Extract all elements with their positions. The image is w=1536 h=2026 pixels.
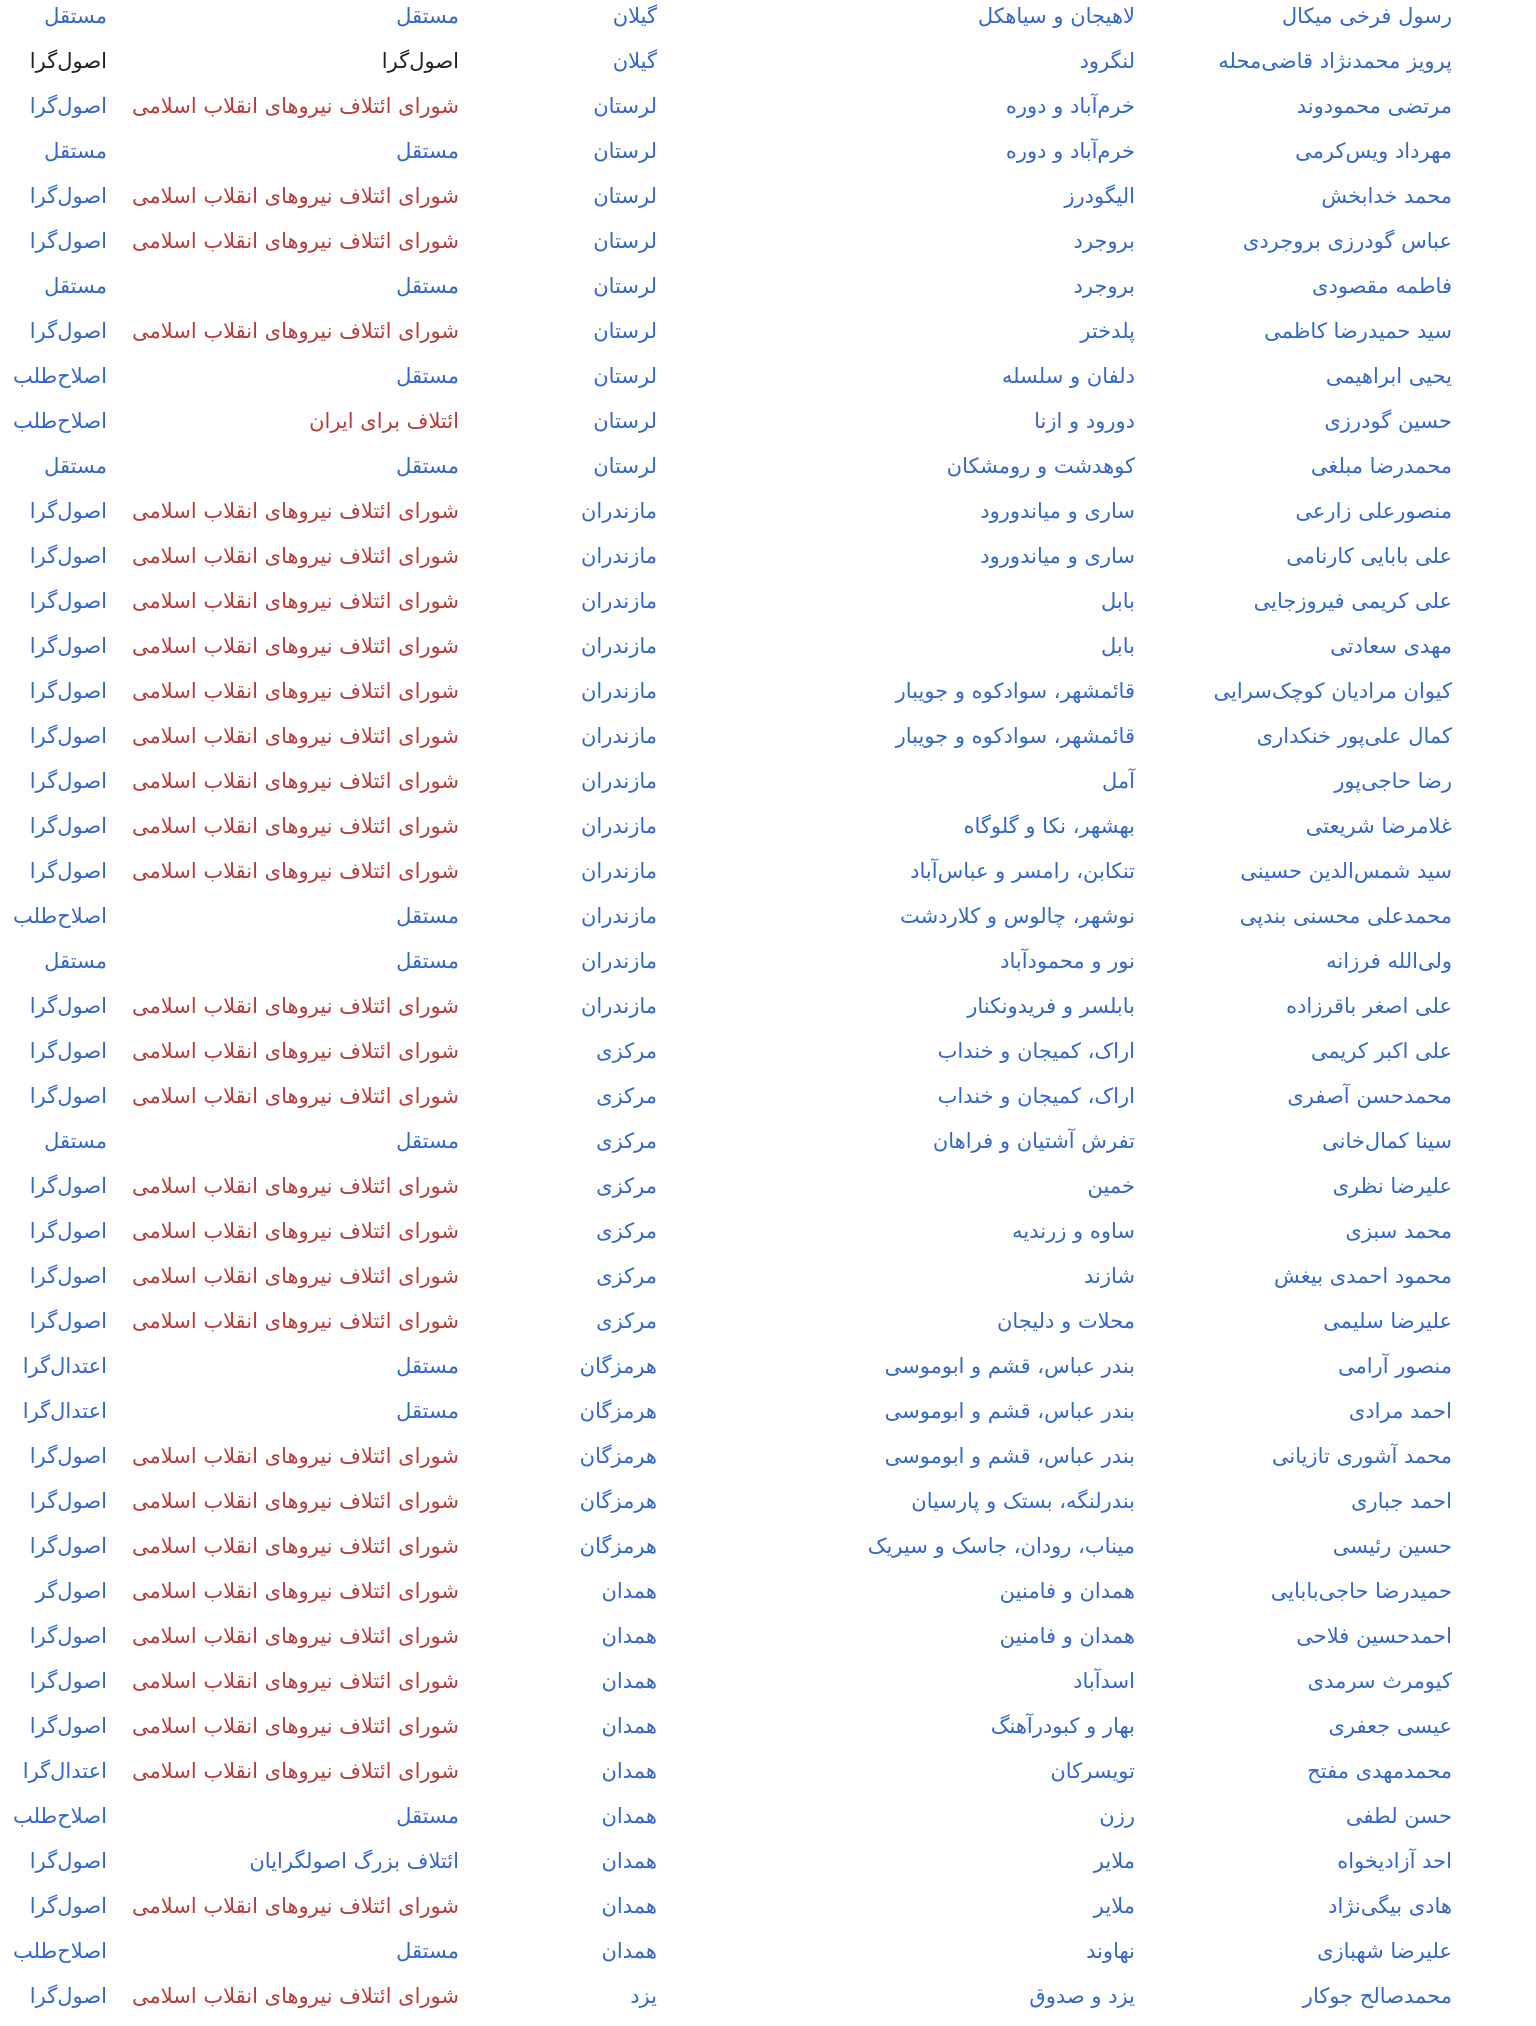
member-name-link[interactable]: حسین گودرزی bbox=[1324, 409, 1452, 433]
table-row bbox=[0, 856, 1536, 901]
province-link[interactable]: هرمزگان bbox=[579, 1489, 657, 1513]
district-link[interactable]: دورود و ازنا bbox=[1034, 409, 1135, 433]
faction-link[interactable]: اصول‌گرا bbox=[29, 499, 107, 523]
electoral-list[interactable]: مستقل bbox=[396, 4, 459, 28]
district-link[interactable]: نهاوند bbox=[1086, 1939, 1135, 1963]
electoral-list[interactable]: شورای ائتلاف نیروهای انقلاب اسلامی bbox=[131, 184, 459, 208]
electoral-list[interactable]: مستقل bbox=[396, 454, 459, 478]
district-link[interactable]: خمین bbox=[1087, 1174, 1135, 1198]
table-row bbox=[0, 496, 1536, 541]
table-row bbox=[0, 46, 1536, 91]
faction-link[interactable]: اصول‌گرا bbox=[29, 1489, 107, 1513]
member-name-link[interactable]: محمد خدابخش bbox=[1321, 184, 1452, 208]
district-link[interactable]: بهشهر، نکا و گلوگاه bbox=[963, 814, 1135, 838]
electoral-list[interactable]: شورای ائتلاف نیروهای انقلاب اسلامی bbox=[131, 1714, 459, 1738]
faction-link[interactable]: اصول‌گرا bbox=[29, 1309, 107, 1333]
district-link[interactable]: اسدآباد bbox=[1073, 1669, 1135, 1693]
faction-link[interactable]: اصول‌گرا bbox=[29, 184, 107, 208]
member-name-link[interactable]: محمد سبزی bbox=[1345, 1219, 1452, 1243]
province-link[interactable]: لرستان bbox=[593, 229, 657, 253]
faction-link[interactable]: اصول‌گرا bbox=[29, 1849, 107, 1873]
province-link[interactable]: همدان bbox=[601, 1894, 657, 1918]
district-link[interactable]: بابلسر و فریدونکنار bbox=[967, 994, 1135, 1018]
faction-link[interactable]: اصول‌گرا bbox=[29, 814, 107, 838]
district-link[interactable]: تنکابن، رامسر و عباس‌آباد bbox=[910, 859, 1135, 883]
table-row bbox=[0, 766, 1536, 811]
electoral-list[interactable]: مستقل bbox=[396, 1399, 459, 1423]
district-link[interactable]: بندر عباس، قشم و ابوموسی bbox=[884, 1444, 1135, 1468]
table-row bbox=[0, 676, 1536, 721]
faction-link[interactable]: اصول‌گرا bbox=[29, 1894, 107, 1918]
electoral-list[interactable]: شورای ائتلاف نیروهای انقلاب اسلامی bbox=[131, 1219, 459, 1243]
district-link[interactable]: آمل bbox=[1102, 769, 1135, 793]
province-link[interactable]: مازندران bbox=[580, 859, 657, 883]
electoral-list: اصول‌گرا bbox=[381, 49, 459, 73]
table-row bbox=[0, 1711, 1536, 1756]
table-row bbox=[0, 1891, 1536, 1936]
member-name-link[interactable]: علیرضا شهبازی bbox=[1317, 1939, 1452, 1963]
province-link[interactable]: همدان bbox=[601, 1939, 657, 1963]
member-name-link[interactable]: مرتضی محمودوند bbox=[1296, 94, 1452, 118]
faction-link[interactable]: مستقل bbox=[44, 454, 107, 478]
electoral-list[interactable]: شورای ائتلاف نیروهای انقلاب اسلامی bbox=[131, 589, 459, 613]
member-name-link[interactable]: سید شمس‌الدین حسینی bbox=[1240, 859, 1452, 883]
province-link[interactable]: مرکزی bbox=[596, 1219, 657, 1243]
faction-link[interactable]: اصلاح‌طلب bbox=[12, 409, 107, 433]
district-link[interactable]: رزن bbox=[1099, 1804, 1135, 1828]
province-link[interactable]: مازندران bbox=[580, 994, 657, 1018]
table-row bbox=[0, 1171, 1536, 1216]
province-link[interactable]: مرکزی bbox=[596, 1084, 657, 1108]
member-name-link[interactable]: کمال علی‌پور خنکداری bbox=[1256, 724, 1452, 748]
province-link[interactable]: گیلان bbox=[612, 49, 657, 73]
electoral-list[interactable]: مستقل bbox=[396, 364, 459, 388]
faction-link[interactable]: اصلاح‌طلب bbox=[12, 364, 107, 388]
district-link[interactable]: خرم‌آباد و دوره bbox=[1005, 139, 1135, 163]
district-link[interactable]: بابل bbox=[1101, 589, 1135, 613]
member-name-link[interactable]: ولی‌الله فرزانه bbox=[1326, 949, 1452, 973]
member-name-link[interactable]: محمد آشوری تازیانی bbox=[1271, 1444, 1452, 1468]
province-link[interactable]: گیلان bbox=[612, 4, 657, 28]
district-link[interactable]: خرم‌آباد و دوره bbox=[1005, 94, 1135, 118]
member-name-link[interactable]: سینا کمال‌خانی bbox=[1322, 1129, 1452, 1153]
table-row bbox=[0, 1846, 1536, 1891]
member-name-link[interactable]: محمدحسن آصفری bbox=[1287, 1084, 1452, 1108]
province-link[interactable]: مازندران bbox=[580, 814, 657, 838]
faction-link[interactable]: مستقل bbox=[44, 1129, 107, 1153]
electoral-list[interactable]: شورای ائتلاف نیروهای انقلاب اسلامی bbox=[131, 1084, 459, 1108]
province-link[interactable]: همدان bbox=[601, 1759, 657, 1783]
table-row bbox=[0, 1531, 1536, 1576]
electoral-list[interactable]: شورای ائتلاف نیروهای انقلاب اسلامی bbox=[131, 1174, 459, 1198]
faction-link: اصول‌گرا bbox=[29, 49, 107, 73]
electoral-list[interactable]: شورای ائتلاف نیروهای انقلاب اسلامی bbox=[131, 544, 459, 568]
table-row bbox=[0, 1801, 1536, 1846]
member-name-link[interactable]: محمدمهدی مفتح bbox=[1307, 1759, 1452, 1783]
table-row bbox=[0, 1756, 1536, 1801]
member-name-link[interactable]: مهدی سعادتی bbox=[1330, 634, 1452, 658]
faction-link[interactable]: اصول‌گرا bbox=[29, 1174, 107, 1198]
faction-link[interactable]: اصول‌گرا bbox=[29, 1219, 107, 1243]
electoral-list[interactable]: مستقل bbox=[396, 949, 459, 973]
electoral-list[interactable]: شورای ائتلاف نیروهای انقلاب اسلامی bbox=[131, 1534, 459, 1558]
faction-link[interactable]: اصلاح‌طلب bbox=[12, 904, 107, 928]
district-link[interactable]: لنگرود bbox=[1079, 49, 1135, 73]
faction-link[interactable]: اصول‌گر bbox=[35, 1579, 107, 1603]
member-name-link[interactable]: منصورعلی زارعی bbox=[1295, 499, 1452, 523]
member-name-link[interactable]: محمود احمدی بیغش bbox=[1274, 1264, 1452, 1288]
province-link[interactable]: مرکزی bbox=[596, 1309, 657, 1333]
province-link[interactable]: همدان bbox=[601, 1624, 657, 1648]
electoral-list[interactable]: شورای ائتلاف نیروهای انقلاب اسلامی bbox=[131, 229, 459, 253]
table-row bbox=[0, 91, 1536, 136]
table-row bbox=[0, 901, 1536, 946]
member-name-link[interactable]: کیومرث سرمدی bbox=[1307, 1669, 1452, 1693]
electoral-list[interactable]: شورای ائتلاف نیروهای انقلاب اسلامی bbox=[131, 1309, 459, 1333]
table-row bbox=[0, 541, 1536, 586]
member-name-link[interactable]: کیوان مرادیان کوچک‌سرایی bbox=[1213, 679, 1452, 703]
electoral-list[interactable]: شورای ائتلاف نیروهای انقلاب اسلامی bbox=[131, 1894, 459, 1918]
electoral-list[interactable]: شورای ائتلاف نیروهای انقلاب اسلامی bbox=[131, 319, 459, 343]
electoral-list[interactable]: شورای ائتلاف نیروهای انقلاب اسلامی bbox=[131, 1669, 459, 1693]
table-row bbox=[0, 271, 1536, 316]
electoral-list[interactable]: شورای ائتلاف نیروهای انقلاب اسلامی bbox=[131, 679, 459, 703]
member-name-link[interactable]: هادی بیگی‌نژاد bbox=[1328, 1894, 1452, 1918]
electoral-list[interactable]: شورای ائتلاف نیروهای انقلاب اسلامی bbox=[131, 859, 459, 883]
province-link[interactable]: مازندران bbox=[580, 634, 657, 658]
district-link[interactable]: قائمشهر، سوادکوه و جویبار bbox=[895, 679, 1135, 703]
electoral-list[interactable]: شورای ائتلاف نیروهای انقلاب اسلامی bbox=[131, 499, 459, 523]
faction-link[interactable]: اعتدال‌گرا bbox=[22, 1759, 107, 1783]
district-link[interactable]: ساری و میاندورود bbox=[980, 544, 1135, 568]
electoral-list[interactable]: شورای ائتلاف نیروهای انقلاب اسلامی bbox=[131, 724, 459, 748]
district-link[interactable]: بندرلنگه، بستک و پارسیان bbox=[911, 1489, 1135, 1513]
table-row bbox=[0, 631, 1536, 676]
district-link[interactable]: الیگودرز bbox=[1064, 184, 1135, 208]
electoral-list[interactable]: مستقل bbox=[396, 904, 459, 928]
member-name-link[interactable]: علیرضا سلیمی bbox=[1323, 1309, 1452, 1333]
table-row bbox=[0, 1936, 1536, 1981]
electoral-list[interactable]: شورای ائتلاف نیروهای انقلاب اسلامی bbox=[131, 1579, 459, 1603]
province-link[interactable]: مازندران bbox=[580, 544, 657, 568]
province-link[interactable]: مازندران bbox=[580, 769, 657, 793]
district-link[interactable]: بهار و کبودرآهنگ bbox=[990, 1714, 1135, 1738]
member-name-link[interactable]: احد آزادیخواه bbox=[1337, 1849, 1452, 1873]
province-link[interactable]: لرستان bbox=[593, 94, 657, 118]
electoral-list[interactable]: ائتلاف بزرگ اصولگرایان bbox=[249, 1849, 459, 1873]
table-row bbox=[0, 1621, 1536, 1666]
table-row bbox=[0, 1486, 1536, 1531]
table-row bbox=[0, 136, 1536, 181]
faction-link[interactable]: اصول‌گرا bbox=[29, 634, 107, 658]
province-link[interactable]: همدان bbox=[601, 1849, 657, 1873]
province-link[interactable]: لرستان bbox=[593, 319, 657, 343]
district-link[interactable]: شازند bbox=[1083, 1264, 1135, 1288]
table-row bbox=[0, 1351, 1536, 1396]
table-row bbox=[0, 1306, 1536, 1351]
electoral-list[interactable]: شورای ائتلاف نیروهای انقلاب اسلامی bbox=[131, 94, 459, 118]
province-link[interactable]: مازندران bbox=[580, 499, 657, 523]
electoral-list[interactable]: شورای ائتلاف نیروهای انقلاب اسلامی bbox=[131, 1624, 459, 1648]
province-link[interactable]: مازندران bbox=[580, 904, 657, 928]
table-row bbox=[0, 1, 1536, 46]
member-name-link[interactable]: علیرضا نظری bbox=[1332, 1174, 1452, 1198]
district-link[interactable]: ساوه و زرندیه bbox=[1012, 1219, 1135, 1243]
province-link[interactable]: مرکزی bbox=[596, 1039, 657, 1063]
electoral-list[interactable]: مستقل bbox=[396, 274, 459, 298]
faction-link[interactable]: اصول‌گرا bbox=[29, 229, 107, 253]
province-link[interactable]: هرمزگان bbox=[579, 1444, 657, 1468]
member-name-link[interactable]: مهرداد ویس‌کرمی bbox=[1295, 139, 1452, 163]
province-link[interactable]: مرکزی bbox=[596, 1129, 657, 1153]
province-link[interactable]: لرستان bbox=[593, 139, 657, 163]
table-row bbox=[0, 1441, 1536, 1486]
district-link[interactable]: بندر عباس، قشم و ابوموسی bbox=[884, 1354, 1135, 1378]
faction-link[interactable]: اصول‌گرا bbox=[29, 1084, 107, 1108]
district-link[interactable]: محلات و دلیجان bbox=[996, 1309, 1135, 1333]
table-row bbox=[0, 1261, 1536, 1306]
member-name-link[interactable]: یحیی ابراهیمی bbox=[1325, 364, 1452, 388]
electoral-list[interactable]: شورای ائتلاف نیروهای انقلاب اسلامی bbox=[131, 1039, 459, 1063]
table-row bbox=[0, 316, 1536, 361]
faction-link[interactable]: اصلاح‌طلب bbox=[12, 1939, 107, 1963]
member-name-link[interactable]: محمدرضا مبلغی bbox=[1310, 454, 1452, 478]
table-row bbox=[0, 1981, 1536, 2026]
member-name-link[interactable]: احمدحسین فلاحی bbox=[1296, 1624, 1452, 1648]
electoral-list[interactable]: شورای ائتلاف نیروهای انقلاب اسلامی bbox=[131, 1489, 459, 1513]
electoral-list[interactable]: شورای ائتلاف نیروهای انقلاب اسلامی bbox=[131, 814, 459, 838]
electoral-list[interactable]: شورای ائتلاف نیروهای انقلاب اسلامی bbox=[131, 1264, 459, 1288]
faction-link[interactable]: اصول‌گرا bbox=[29, 1039, 107, 1063]
faction-link[interactable]: اصول‌گرا bbox=[29, 1669, 107, 1693]
table-row bbox=[0, 181, 1536, 226]
member-name-link[interactable]: حمیدرضا حاجی‌بابایی bbox=[1270, 1579, 1452, 1603]
faction-link[interactable]: اصول‌گرا bbox=[29, 544, 107, 568]
member-name-link[interactable]: محمدصالح جوکار bbox=[1302, 1984, 1452, 2008]
table-row bbox=[0, 946, 1536, 991]
table-row bbox=[0, 1396, 1536, 1441]
member-name-link[interactable]: احمد جباری bbox=[1351, 1489, 1452, 1513]
faction-link[interactable]: اصول‌گرا bbox=[29, 1624, 107, 1648]
province-link[interactable]: مازندران bbox=[580, 589, 657, 613]
electoral-list[interactable]: ائتلاف برای ایران bbox=[309, 409, 459, 433]
table-row bbox=[0, 1216, 1536, 1261]
faction-link[interactable]: اصول‌گرا bbox=[29, 319, 107, 343]
district-link[interactable]: بندر عباس، قشم و ابوموسی bbox=[884, 1399, 1135, 1423]
table-row bbox=[0, 406, 1536, 451]
member-name-link[interactable]: سید حمیدرضا کاظمی bbox=[1264, 319, 1452, 343]
member-name-link[interactable]: رسول فرخی میکال bbox=[1281, 4, 1452, 28]
faction-link[interactable]: اصول‌گرا bbox=[29, 94, 107, 118]
member-name-link[interactable]: محمدعلی محسنی بندپی bbox=[1239, 904, 1452, 928]
district-link[interactable]: میناب، رودان، جاسک و سیریک bbox=[867, 1534, 1135, 1558]
table-row bbox=[0, 226, 1536, 271]
district-link[interactable]: لاهیجان و سیاهکل bbox=[977, 4, 1135, 28]
electoral-list[interactable]: مستقل bbox=[396, 139, 459, 163]
member-name-link[interactable]: رضا حاجی‌پور bbox=[1334, 769, 1452, 793]
district-link[interactable]: بابل bbox=[1101, 634, 1135, 658]
member-name-link[interactable]: علی بابایی کارنامی bbox=[1286, 544, 1452, 568]
province-link[interactable]: مرکزی bbox=[596, 1174, 657, 1198]
province-link[interactable]: هرمزگان bbox=[579, 1534, 657, 1558]
district-link[interactable]: بروجرد bbox=[1073, 229, 1135, 253]
province-link[interactable]: همدان bbox=[601, 1804, 657, 1828]
faction-link[interactable]: اصول‌گرا bbox=[29, 724, 107, 748]
faction-link[interactable]: مستقل bbox=[44, 4, 107, 28]
district-link[interactable]: همدان و فامنین bbox=[999, 1579, 1135, 1603]
table-row bbox=[0, 811, 1536, 856]
district-link[interactable]: دلفان و سلسله bbox=[1001, 364, 1135, 388]
table-row bbox=[0, 1036, 1536, 1081]
member-name-link[interactable]: عیسی جعفری bbox=[1328, 1714, 1452, 1738]
member-name-link[interactable]: علی اکبر کریمی bbox=[1310, 1039, 1452, 1063]
district-link[interactable]: یزد و صدوق bbox=[1029, 1984, 1135, 2008]
faction-link[interactable]: اصول‌گرا bbox=[29, 1984, 107, 2008]
member-name-link[interactable]: عباس گودرزی بروجردی bbox=[1242, 229, 1452, 253]
district-link[interactable]: تویسرکان bbox=[1050, 1759, 1135, 1783]
member-name-link[interactable]: منصور آرامی bbox=[1337, 1354, 1452, 1378]
province-link[interactable]: مازندران bbox=[580, 679, 657, 703]
district-link[interactable]: کوهدشت و رومشکان bbox=[946, 454, 1135, 478]
table-row bbox=[0, 721, 1536, 766]
electoral-list[interactable]: شورای ائتلاف نیروهای انقلاب اسلامی bbox=[131, 1759, 459, 1783]
faction-link[interactable]: اصول‌گرا bbox=[29, 769, 107, 793]
table-row bbox=[0, 361, 1536, 406]
province-link[interactable]: لرستان bbox=[593, 364, 657, 388]
province-link[interactable]: مازندران bbox=[580, 949, 657, 973]
table-row bbox=[0, 1576, 1536, 1621]
electoral-list[interactable]: شورای ائتلاف نیروهای انقلاب اسلامی bbox=[131, 769, 459, 793]
faction-link[interactable]: اصول‌گرا bbox=[29, 994, 107, 1018]
province-link[interactable]: همدان bbox=[601, 1669, 657, 1693]
faction-link[interactable]: اصول‌گرا bbox=[29, 589, 107, 613]
faction-link[interactable]: اصول‌گرا bbox=[29, 1534, 107, 1558]
table-row bbox=[0, 451, 1536, 496]
district-link[interactable]: تفرش آشتیان و فراهان bbox=[932, 1129, 1135, 1153]
member-name-link[interactable]: علی کریمی فیروزجایی bbox=[1253, 589, 1452, 613]
member-name-link[interactable]: فاطمه مقصودی bbox=[1312, 274, 1452, 298]
table-row bbox=[0, 586, 1536, 631]
district-link[interactable]: نوشهر، چالوس و کلاردشت bbox=[900, 904, 1135, 928]
district-link[interactable]: همدان و فامنین bbox=[999, 1624, 1135, 1648]
table-row bbox=[0, 991, 1536, 1036]
table-row bbox=[0, 1126, 1536, 1171]
member-name-link[interactable]: پرویز محمدنژاد قاضی‌محله bbox=[1218, 49, 1452, 73]
faction-link[interactable]: اصلاح‌طلب bbox=[12, 1804, 107, 1828]
faction-link[interactable]: اعتدال‌گرا bbox=[22, 1399, 107, 1423]
province-link[interactable]: همدان bbox=[601, 1579, 657, 1603]
district-link[interactable]: اراک، کمیجان و خنداب bbox=[937, 1084, 1135, 1108]
district-link[interactable]: پلدختر bbox=[1080, 319, 1135, 343]
faction-link[interactable]: اصول‌گرا bbox=[29, 679, 107, 703]
electoral-list[interactable]: شورای ائتلاف نیروهای انقلاب اسلامی bbox=[131, 1444, 459, 1468]
faction-link[interactable]: اصول‌گرا bbox=[29, 859, 107, 883]
member-name-link[interactable]: حسن لطفی bbox=[1345, 1804, 1452, 1828]
province-link[interactable]: لرستان bbox=[593, 274, 657, 298]
electoral-list[interactable]: مستقل bbox=[396, 1939, 459, 1963]
province-link[interactable]: مرکزی bbox=[596, 1264, 657, 1288]
district-link[interactable]: ملایر bbox=[1093, 1894, 1135, 1918]
faction-link[interactable]: اصول‌گرا bbox=[29, 1714, 107, 1738]
district-link[interactable]: نور و محمودآباد bbox=[1000, 949, 1135, 973]
province-link[interactable]: لرستان bbox=[593, 409, 657, 433]
table-row bbox=[0, 1666, 1536, 1711]
faction-link[interactable]: مستقل bbox=[44, 139, 107, 163]
district-link[interactable]: ملایر bbox=[1093, 1849, 1135, 1873]
electoral-list[interactable]: شورای ائتلاف نیروهای انقلاب اسلامی bbox=[131, 1984, 459, 2008]
province-link[interactable]: همدان bbox=[601, 1714, 657, 1738]
district-link[interactable]: بروجرد bbox=[1073, 274, 1135, 298]
electoral-list[interactable]: مستقل bbox=[396, 1354, 459, 1378]
faction-link[interactable]: مستقل bbox=[44, 274, 107, 298]
member-name-link[interactable]: احمد مرادی bbox=[1348, 1399, 1452, 1423]
member-name-link[interactable]: غلامرضا شریعتی bbox=[1305, 814, 1452, 838]
province-link[interactable]: مازندران bbox=[580, 724, 657, 748]
faction-link[interactable]: اصول‌گرا bbox=[29, 1264, 107, 1288]
district-link[interactable]: ساری و میاندورود bbox=[980, 499, 1135, 523]
province-link[interactable]: یزد bbox=[630, 1984, 657, 2008]
faction-link[interactable]: اعتدال‌گرا bbox=[22, 1354, 107, 1378]
district-link[interactable]: قائمشهر، سوادکوه و جویبار bbox=[895, 724, 1135, 748]
member-name-link[interactable]: حسین رئیسی bbox=[1332, 1534, 1452, 1558]
province-link[interactable]: هرمزگان bbox=[579, 1354, 657, 1378]
electoral-list[interactable]: شورای ائتلاف نیروهای انقلاب اسلامی bbox=[131, 994, 459, 1018]
electoral-list[interactable]: مستقل bbox=[396, 1129, 459, 1153]
table-row bbox=[0, 1081, 1536, 1126]
electoral-list[interactable]: شورای ائتلاف نیروهای انقلاب اسلامی bbox=[131, 634, 459, 658]
province-link[interactable]: هرمزگان bbox=[579, 1399, 657, 1423]
faction-link[interactable]: مستقل bbox=[44, 949, 107, 973]
electoral-list[interactable]: مستقل bbox=[396, 1804, 459, 1828]
member-name-link[interactable]: علی اصغر باقرزاده bbox=[1286, 994, 1452, 1018]
district-link[interactable]: اراک، کمیجان و خنداب bbox=[937, 1039, 1135, 1063]
province-link[interactable]: لرستان bbox=[593, 454, 657, 478]
faction-link[interactable]: اصول‌گرا bbox=[29, 1444, 107, 1468]
province-link[interactable]: لرستان bbox=[593, 184, 657, 208]
